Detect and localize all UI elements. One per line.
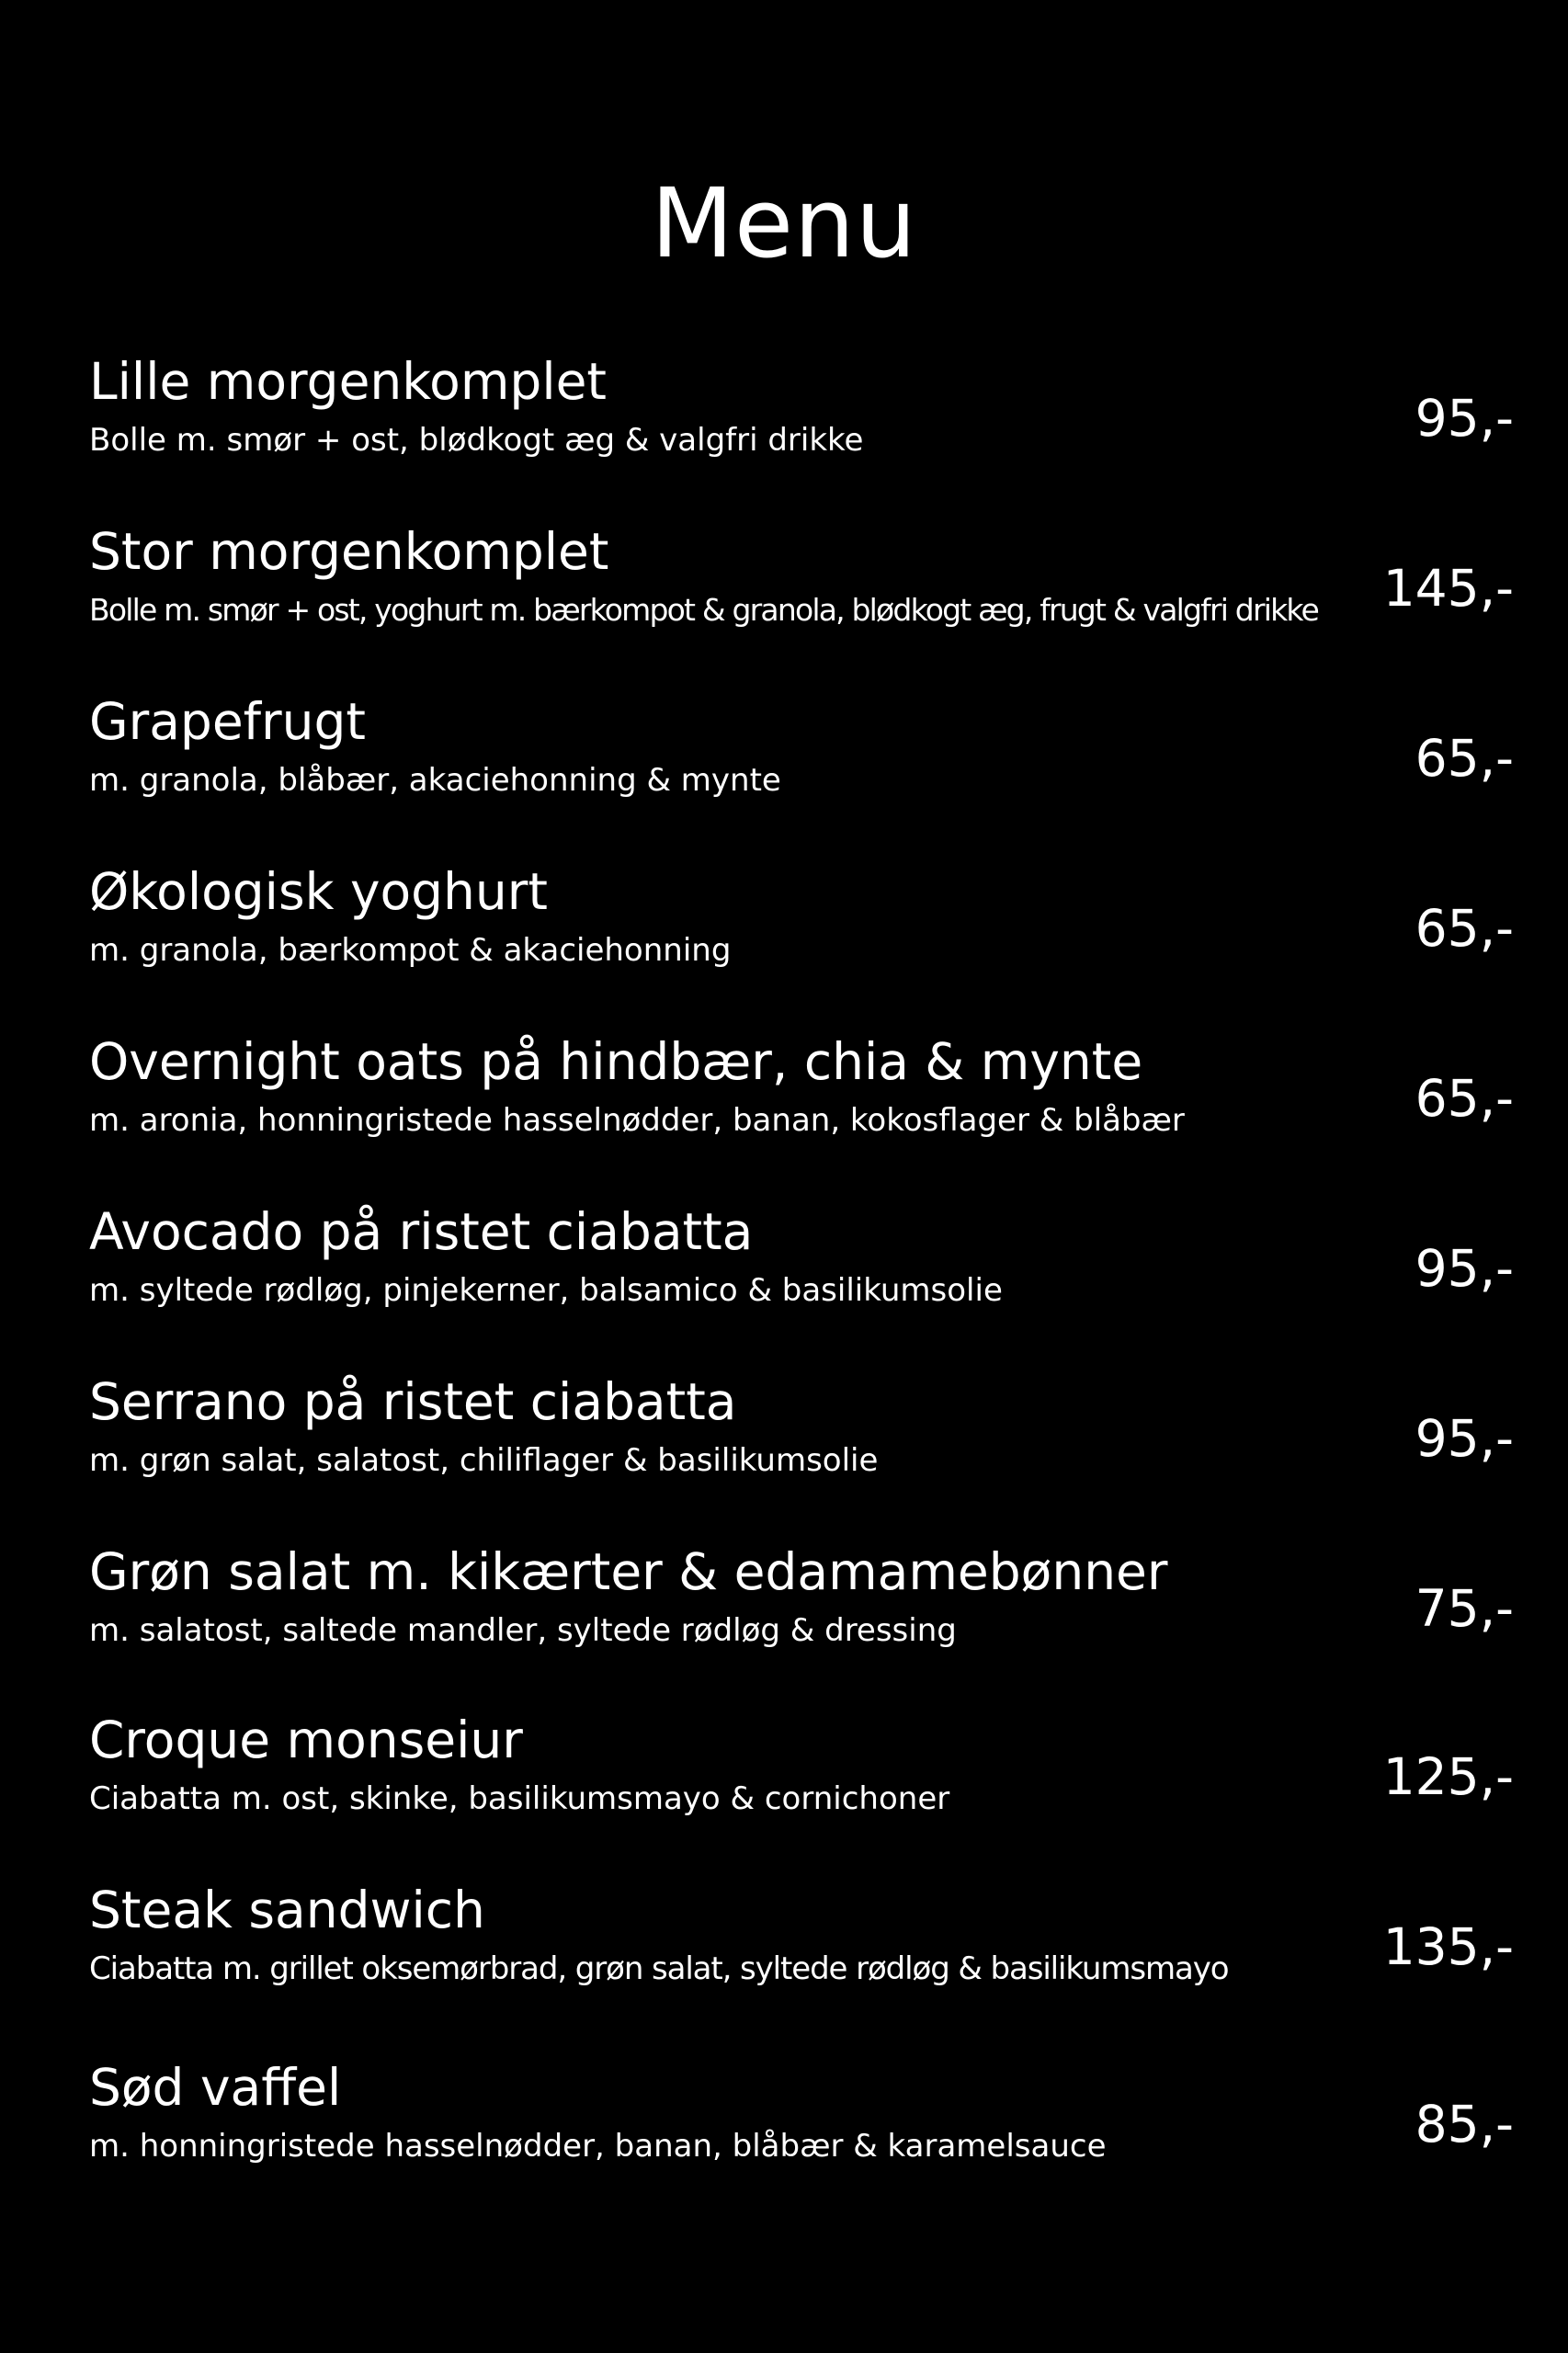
item-name: Økologisk yoghurt [89, 862, 548, 921]
item-description: m. granola, blåbær, akaciehonning & mynte [89, 762, 781, 799]
menu-item [89, 349, 1514, 496]
item-description: m. honningristede hasselnødder, banan, blåbær & karamelsauce [89, 2128, 1107, 2165]
menu-item [89, 1199, 1514, 1347]
item-price: 95,- [1415, 1239, 1514, 1298]
item-price: 125,- [1382, 1747, 1514, 1806]
menu-item [89, 1708, 1514, 1855]
menu-item [89, 689, 1514, 836]
menu-item [89, 2055, 1514, 2202]
item-description: m. syltede rødløg, pinjekerner, balsamico & basilikumsolie [89, 1272, 1003, 1309]
menu-item [89, 859, 1514, 1006]
item-name: Grøn salat m. kikærter & edamamebønner [89, 1542, 1168, 1601]
item-name: Stor morgenkomplet [89, 522, 609, 581]
menu-item [89, 1540, 1514, 1687]
item-description: m. aronia, honningristede hasselnødder, banan, kokosflager & blåbær [89, 1102, 1185, 1139]
menu-title: Menu [651, 167, 917, 279]
item-price: 95,- [1415, 389, 1514, 448]
item-description: m. salatost, saltede mandler, syltede rødløg & dressing [89, 1612, 957, 1649]
item-description: Bolle m. smør + ost, yoghurt m. bærkompot & granola, blødkogt æg, frugt & valgfri drikke [89, 592, 1319, 628]
item-price: 135,- [1382, 1917, 1514, 1976]
item-name: Steak sandwich [89, 1881, 485, 1939]
menu-item [89, 1370, 1514, 1517]
item-name: Avocado på ristet ciabatta [89, 1202, 754, 1261]
item-price: 75,- [1415, 1579, 1514, 1638]
item-description: m. granola, bærkompot & akaciehonning [89, 932, 732, 969]
item-price: 65,- [1415, 899, 1514, 958]
item-name: Lille morgenkomplet [89, 352, 607, 411]
item-name: Sød vaffel [89, 2058, 342, 2117]
item-name: Serrano på ristet ciabatta [89, 1372, 737, 1431]
item-description: Ciabatta m. ost, skinke, basilikumsmayo & cornichoner [89, 1780, 950, 1817]
item-description: Ciabatta m. grillet oksemørbrad, grøn salat, syltede rødløg & basilikumsmayo [89, 1950, 1229, 1987]
item-price: 65,- [1415, 1069, 1514, 1128]
menu-item [89, 1029, 1514, 1176]
item-description: Bolle m. smør + ost, blødkogt æg & valgfri drikke [89, 422, 864, 459]
item-name: Overnight oats på hindbær, chia & mynte [89, 1032, 1143, 1091]
item-price: 85,- [1415, 2095, 1514, 2154]
menu-item [89, 519, 1514, 666]
item-name: Croque monseiur [89, 1711, 523, 1769]
menu-item [89, 1878, 1514, 2025]
item-price: 95,- [1415, 1409, 1514, 1468]
item-price: 65,- [1415, 729, 1514, 788]
item-description: m. grøn salat, salatost, chiliflager & basilikumsolie [89, 1442, 879, 1479]
item-price: 145,- [1382, 559, 1514, 618]
item-name: Grapefrugt [89, 692, 366, 751]
